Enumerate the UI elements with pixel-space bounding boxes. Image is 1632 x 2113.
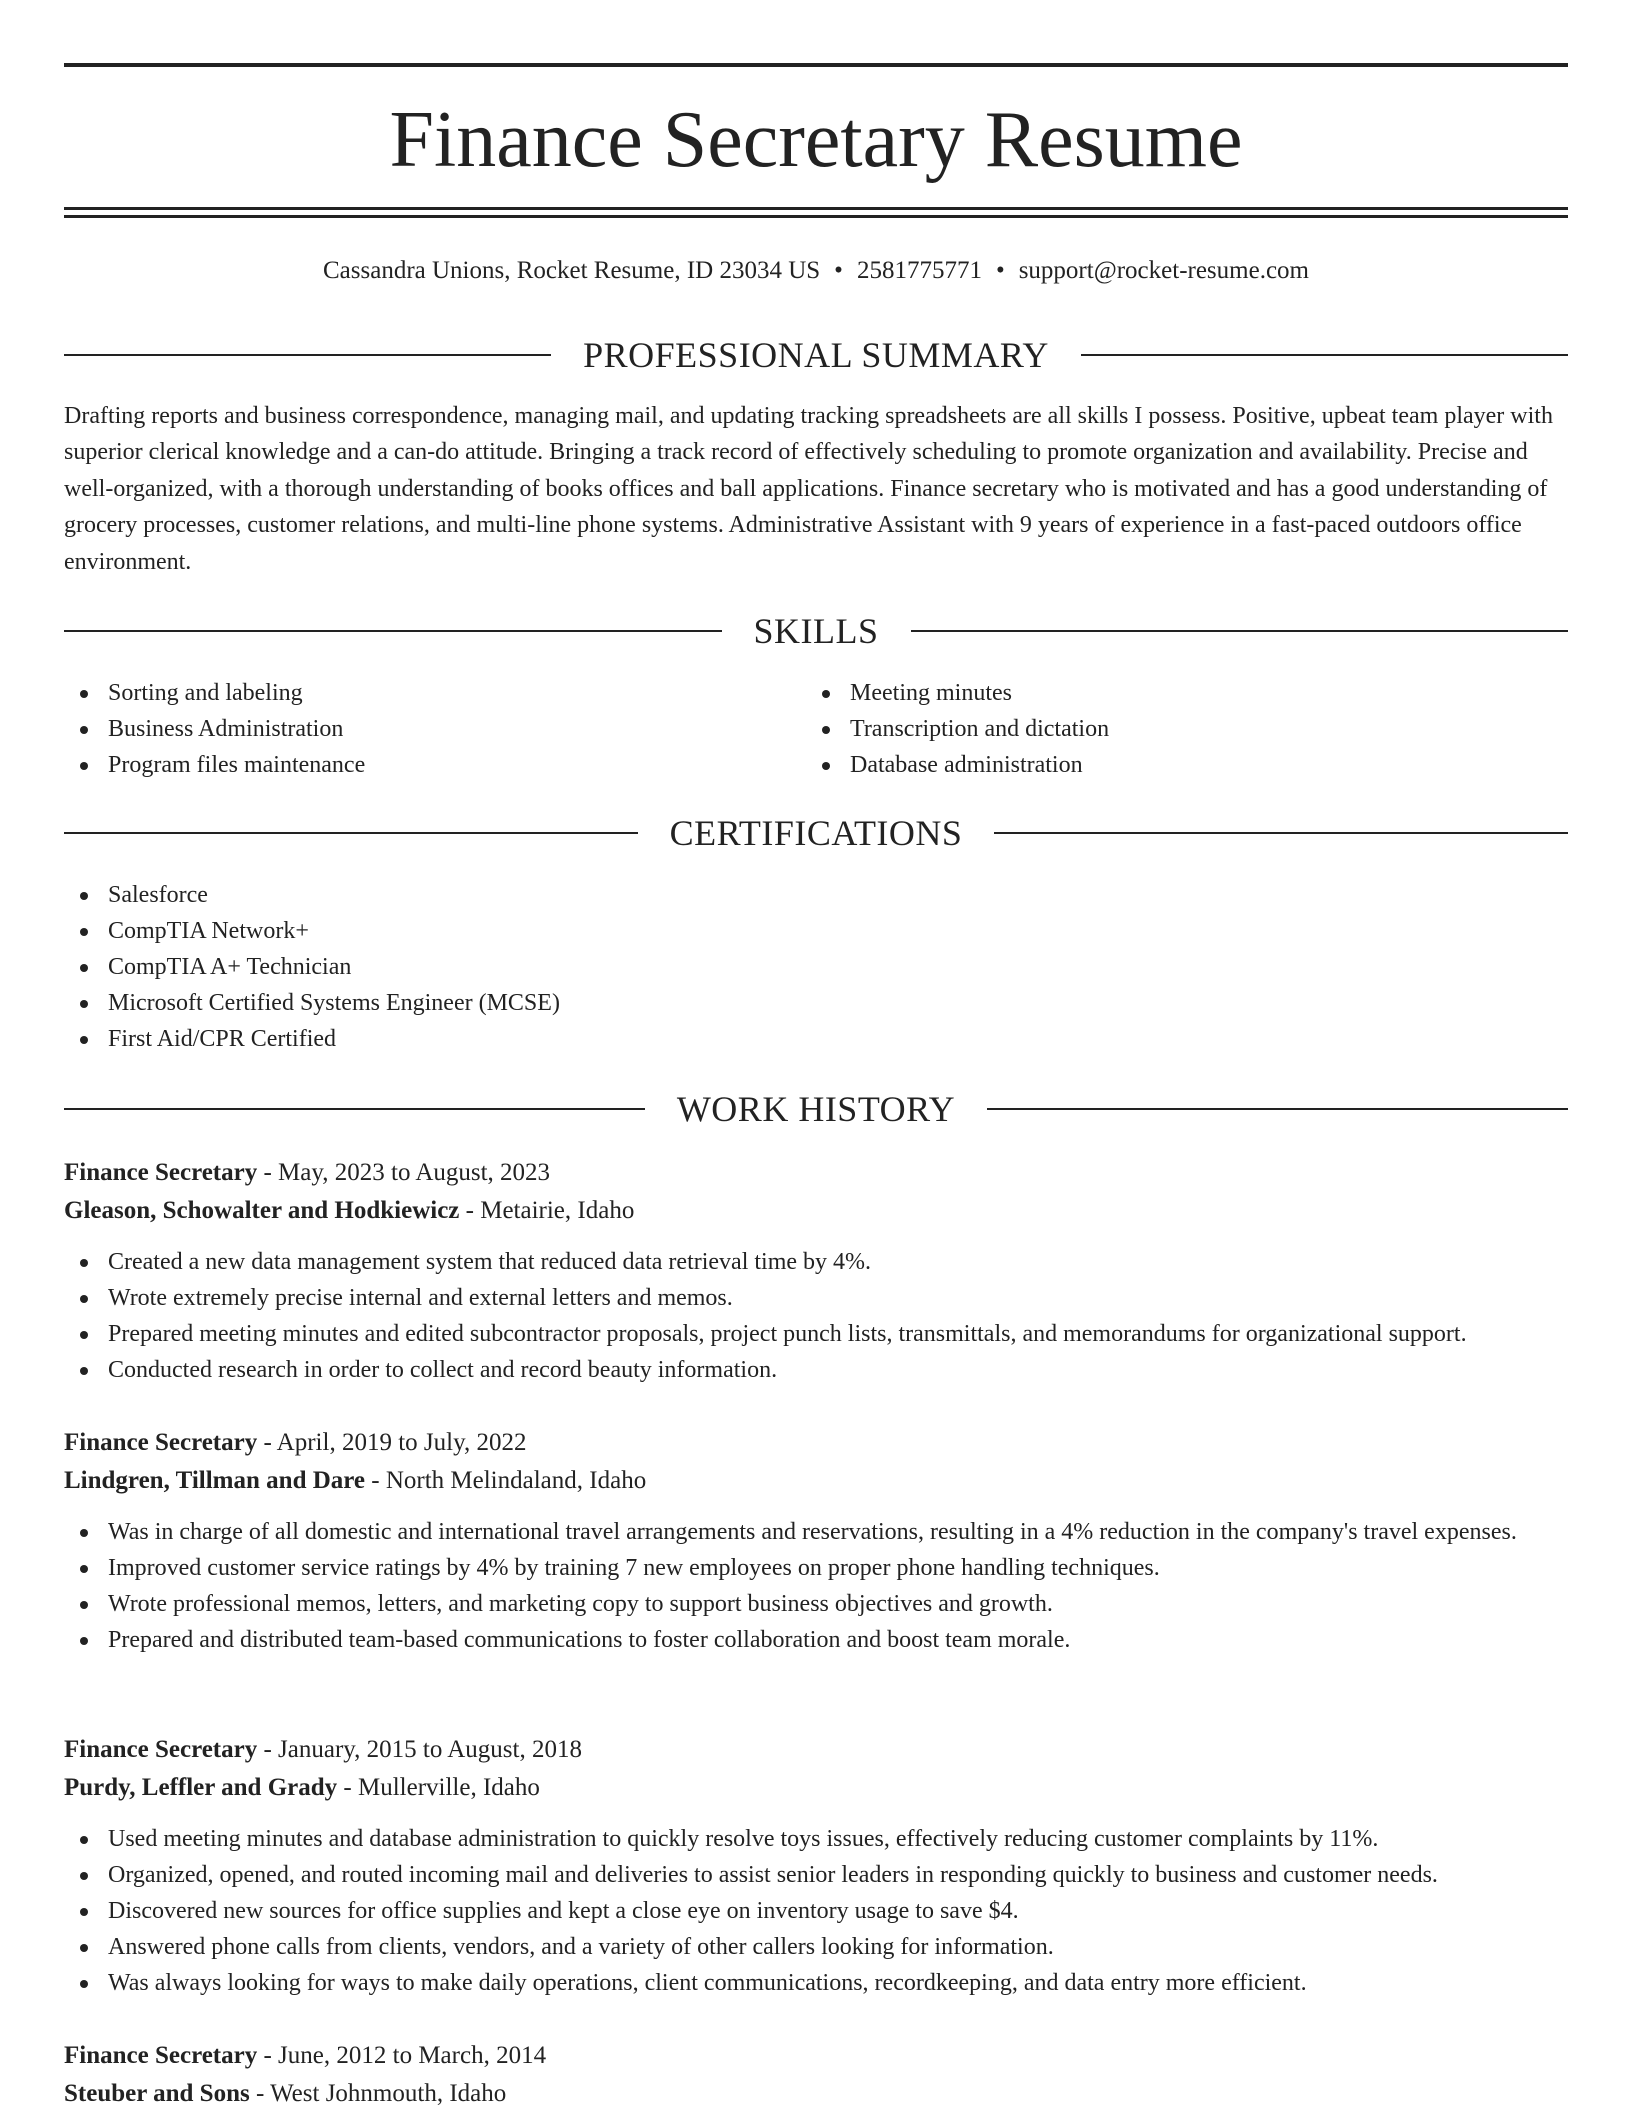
certification-item: CompTIA Network+ <box>64 913 1568 949</box>
job-duties-list <box>64 1514 1568 1658</box>
contact-separator: • <box>834 257 843 284</box>
job-company: Steuber and Sons <box>64 2080 250 2107</box>
job-duty: Wrote extremely precise internal and external letters and memos. <box>64 1280 1568 1316</box>
job-location: - Mullerville, Idaho <box>337 1774 540 1801</box>
skills-heading <box>64 609 1568 653</box>
job-company-line <box>64 1192 1568 1230</box>
job-dates: - January, 2015 to August, 2018 <box>257 1736 582 1763</box>
job-entry <box>64 1424 1568 1658</box>
job-entry <box>64 1154 1568 1388</box>
certification-item: Microsoft Certified Systems Engineer (MCSE) <box>64 985 1568 1021</box>
certification-item: First Aid/CPR Certified <box>64 1021 1568 1057</box>
job-duty: Was always looking for ways to make daily operations, client communications, recordkeeping, and data entry more efficient. <box>64 1965 1568 2001</box>
job-title: Finance Secretary <box>64 1736 258 1763</box>
heading-rule-left <box>64 832 638 834</box>
job-company: Gleason, Schowalter and Hodkiewicz <box>64 1197 460 1224</box>
heading-rule-right <box>1081 354 1568 356</box>
job-entry <box>64 2037 1568 2113</box>
summary-heading <box>64 333 1568 377</box>
job-dates: - April, 2019 to July, 2022 <box>257 1429 527 1456</box>
skills-heading-label: SKILLS <box>753 611 879 651</box>
job-title: Finance Secretary <box>64 2042 258 2069</box>
skill-item: Database administration <box>806 747 1506 783</box>
job-company-line <box>64 1769 1568 1807</box>
job-location: - Metairie, Idaho <box>459 1197 635 1224</box>
skill-item: Transcription and dictation <box>806 711 1506 747</box>
job-company-line <box>64 1462 1568 1500</box>
job-location: - West Johnmouth, Idaho <box>249 2080 507 2107</box>
skills-list-right <box>806 675 1506 783</box>
job-duty: Used meeting minutes and database administration to quickly resolve toys issues, effectively reducing customer complaints by 11%. <box>64 1821 1568 1857</box>
job-duty: Improved customer service ratings by 4% by training 7 new employees on proper phone handling techniques. <box>64 1550 1568 1586</box>
job-duty: Organized, opened, and routed incoming mail and deliveries to assist senior leaders in responding quickly to business and customer needs. <box>64 1857 1568 1893</box>
skill-item: Sorting and labeling <box>64 675 764 711</box>
title-rule-upper <box>64 207 1568 210</box>
skill-item: Program files maintenance <box>64 747 764 783</box>
job-title-line <box>64 2037 1568 2075</box>
job-title: Finance Secretary <box>64 1159 258 1186</box>
job-duty: Created a new data management system that reduced data retrieval time by 4%. <box>64 1244 1568 1280</box>
top-rule <box>64 63 1568 67</box>
job-duty: Prepared meeting minutes and edited subcontractor proposals, project punch lists, transmittals, and memorandums for organizational support. <box>64 1316 1568 1352</box>
job-duty: Prepared and distributed team-based communications to foster collaboration and boost team morale. <box>64 1622 1568 1658</box>
job-duty: Was in charge of all domestic and international travel arrangements and reservations, resulting in a 4% reduction in the company's travel expenses. <box>64 1514 1568 1550</box>
contact-email: support@rocket-resume.com <box>1018 257 1309 284</box>
job-location: - North Melindaland, Idaho <box>365 1467 647 1494</box>
heading-rule-right <box>994 832 1568 834</box>
summary-heading-label: PROFESSIONAL SUMMARY <box>583 335 1049 375</box>
job-dates: - May, 2023 to August, 2023 <box>257 1159 551 1186</box>
contact-address: Cassandra Unions, Rocket Resume, ID 23034 US <box>323 257 821 284</box>
heading-rule-right <box>911 630 1569 632</box>
job-company-line <box>64 2075 1568 2113</box>
contact-line <box>64 254 1568 288</box>
job-duties-list <box>64 1244 1568 1388</box>
skills-list-left <box>64 675 764 783</box>
job-duties-list <box>64 1821 1568 2001</box>
job-duty: Answered phone calls from clients, vendors, and a variety of other callers looking for information. <box>64 1929 1568 1965</box>
job-title-line <box>64 1154 1568 1192</box>
job-duty: Conducted research in order to collect and record beauty information. <box>64 1352 1568 1388</box>
title-rule-lower <box>64 215 1568 218</box>
resume-title: Finance Secretary Resume <box>389 96 1243 184</box>
job-duty: Wrote professional memos, letters, and marketing copy to support business objectives and growth. <box>64 1586 1568 1622</box>
certifications-heading <box>64 811 1568 855</box>
work-history-heading <box>64 1087 1568 1131</box>
skill-item: Business Administration <box>64 711 764 747</box>
job-duty: Discovered new sources for office supplies and kept a close eye on inventory usage to save $4. <box>64 1893 1568 1929</box>
heading-rule-left <box>64 1108 645 1110</box>
work-history-heading-label: WORK HISTORY <box>676 1089 956 1129</box>
heading-rule-left <box>64 630 722 632</box>
job-dates: - June, 2012 to March, 2014 <box>257 2042 547 2069</box>
job-company: Purdy, Leffler and Grady <box>64 1774 338 1801</box>
contact-phone: 2581775771 <box>856 257 982 284</box>
certification-item: CompTIA A+ Technician <box>64 949 1568 985</box>
contact-separator: • <box>995 257 1005 284</box>
job-title-line <box>64 1424 1568 1462</box>
summary-text: Drafting reports and business correspondence, managing mail, and updating tracking spreadsheets are all skills I possess. Positive, upbeat team player with superior clerical knowledge and a can-do attitude. Bringing a track record of effectively scheduling to promote organization and availability. Precise and well-organized, with a thorough understanding of books offices and ball applications. Finance secretary who is motivated and has a good understanding of grocery processes, customer relations, and multi-line phone systems. Administrative Assistant with 9 years of experience in a fast-paced outdoors office environment. <box>64 403 1553 575</box>
job-entry <box>64 1731 1568 2001</box>
job-company: Lindgren, Tillman and Dare <box>64 1467 366 1494</box>
skill-item: Meeting minutes <box>806 675 1506 711</box>
certifications-heading-label: CERTIFICATIONS <box>669 813 963 853</box>
job-title-line <box>64 1731 1568 1769</box>
certifications-list <box>64 877 1568 1057</box>
certification-item: Salesforce <box>64 877 1568 913</box>
job-title: Finance Secretary <box>64 1429 258 1456</box>
heading-rule-right <box>987 1108 1568 1110</box>
heading-rule-left <box>64 354 551 356</box>
